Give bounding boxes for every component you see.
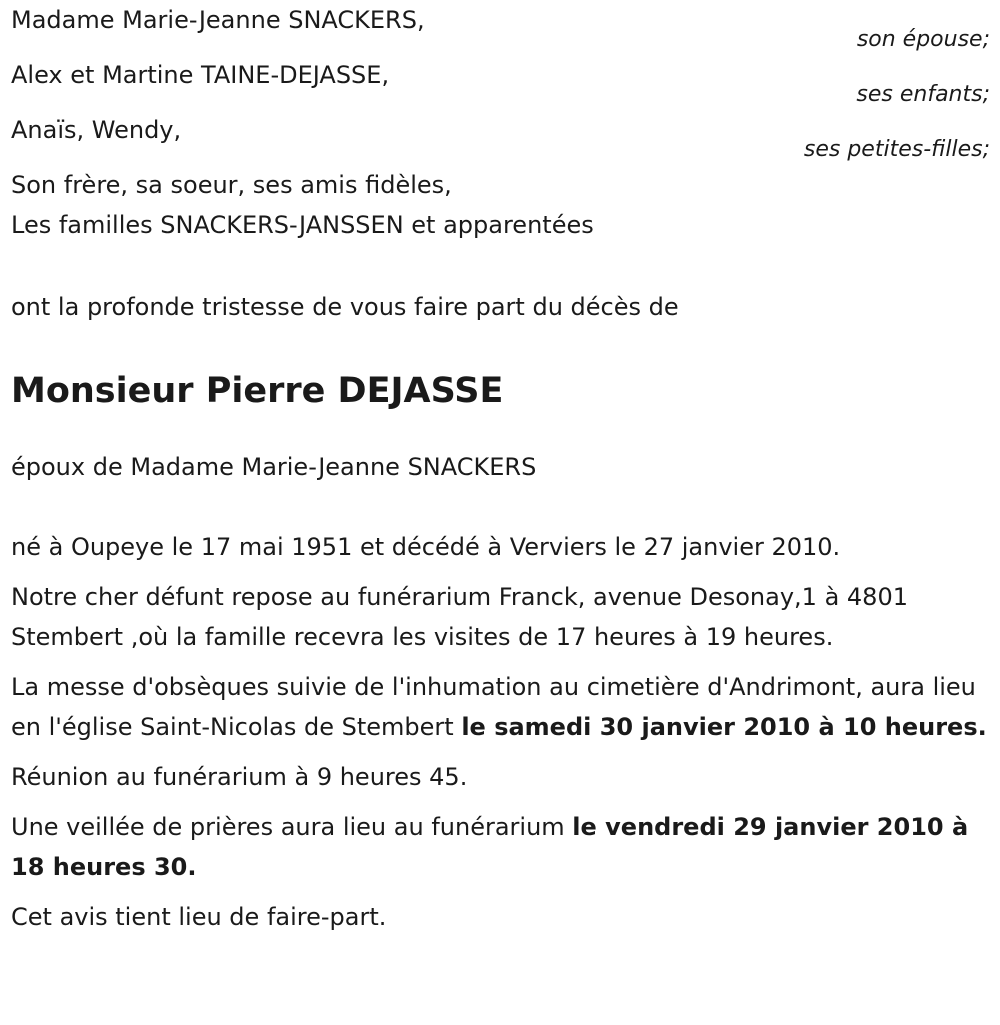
deceased-name: Monsieur Pierre DEJASSE xyxy=(11,371,504,411)
funeral-mass-paragraph xyxy=(11,667,990,747)
funeral-mass-date: le samedi 30 janvier 2010 à 10 heures. xyxy=(461,713,987,741)
spouse-line: époux de Madame Marie-Jeanne SNACKERS xyxy=(11,453,537,481)
funeral-mass-text: La messe d'obsèques suivie de l'inhumation au cimetière d'Andrimont, aura lieu en l'église Saint-Nicolas de Stembert xyxy=(11,673,976,741)
vigil-paragraph xyxy=(11,807,990,887)
other-mourners-line-2: Les familles SNACKERS-JANSSEN et apparentées xyxy=(11,211,594,239)
vigil-text: Une veillée de prières aura lieu au funérarium xyxy=(11,813,573,841)
other-mourners-line-1: Son frère, sa soeur, ses amis fidèles, xyxy=(11,171,452,199)
family-member-3 xyxy=(11,110,990,162)
obituary-notice xyxy=(11,0,990,937)
family-member-role: son épouse; xyxy=(856,27,990,52)
family-member-role: ses enfants; xyxy=(856,82,990,107)
family-member-name: Alex et Martine TAINE-DEJASSE, xyxy=(11,61,390,89)
announcement-text: ont la profonde tristesse de vous faire part du décès de xyxy=(11,293,679,321)
family-member-name: Anaïs, Wendy, xyxy=(11,116,182,144)
meeting-line: Réunion au funérarium à 9 heures 45. xyxy=(11,763,468,791)
family-member-role: ses petites-filles; xyxy=(803,137,990,162)
family-member-name: Madame Marie-Jeanne SNACKERS, xyxy=(11,6,425,34)
family-member-1 xyxy=(11,0,990,52)
repose-paragraph: Notre cher défunt repose au funérarium Franck, avenue Desonay,1 à 4801 Stembert ,où la famille recevra les visites de 17 heures à 19 heures. xyxy=(11,583,908,651)
vigil-date: le vendredi 29 janvier 2010 à 18 heures 30. xyxy=(11,813,969,881)
birth-death-line: né à Oupeye le 17 mai 1951 et décédé à Verviers le 27 janvier 2010. xyxy=(11,533,841,561)
family-member-2 xyxy=(11,55,990,107)
closing-line: Cet avis tient lieu de faire-part. xyxy=(11,903,387,931)
